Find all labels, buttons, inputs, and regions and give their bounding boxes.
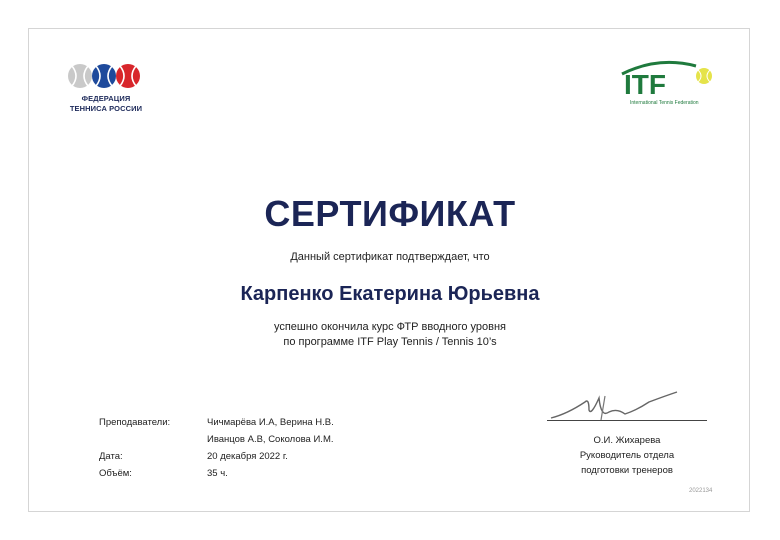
itf-logo <box>618 58 718 110</box>
volume-label: Объём: <box>99 468 132 479</box>
signature-icon <box>545 388 710 424</box>
date-value: 20 декабря 2022 г. <box>207 451 288 462</box>
course-description <box>0 320 780 350</box>
teachers-line-2: Иванцов А.В, Соколова И.М. <box>207 434 334 445</box>
teachers-label: Преподаватели: <box>99 417 171 428</box>
confirm-text: Данный сертификат подтверждает, что <box>290 251 490 263</box>
itf-logo-mark-icon <box>618 58 718 100</box>
signature-line <box>547 420 707 421</box>
tennis-balls-icon <box>66 60 146 92</box>
course-line-2: по программе ITF Play Tennis / Tennis 10’s <box>283 336 497 348</box>
teachers-line-1: Чичмарёва И.А, Верина Н.В. <box>207 417 334 428</box>
signer-name: О.И. Жихарева <box>593 435 661 446</box>
ftr-logo-text-line2: ТЕННИСА РОССИИ <box>69 104 143 113</box>
ftr-logo-text-line1: ФЕДЕРАЦИЯ <box>81 94 131 103</box>
signer-block <box>560 433 694 478</box>
certificate-number: 2022134 <box>689 488 713 494</box>
ftr-logo <box>66 60 146 120</box>
ftr-logo-text <box>66 94 146 114</box>
certificate-title: СЕРТИФИКАТ <box>264 193 516 234</box>
course-line-1: успешно окончила курс ФТР вводного уровня <box>273 321 507 333</box>
recipient-name: Карпенко Екатерина Юрьевна <box>240 283 540 305</box>
signer-position-line-1: Руководитель отдела <box>579 450 675 461</box>
date-label: Дата: <box>99 451 123 462</box>
itf-logo-text: ITF <box>624 69 666 100</box>
volume-value: 35 ч. <box>207 468 228 479</box>
signer-position-line-2: подготовки тренеров <box>581 465 673 476</box>
itf-logo-subtitle: International Tennis Federation <box>630 100 699 106</box>
